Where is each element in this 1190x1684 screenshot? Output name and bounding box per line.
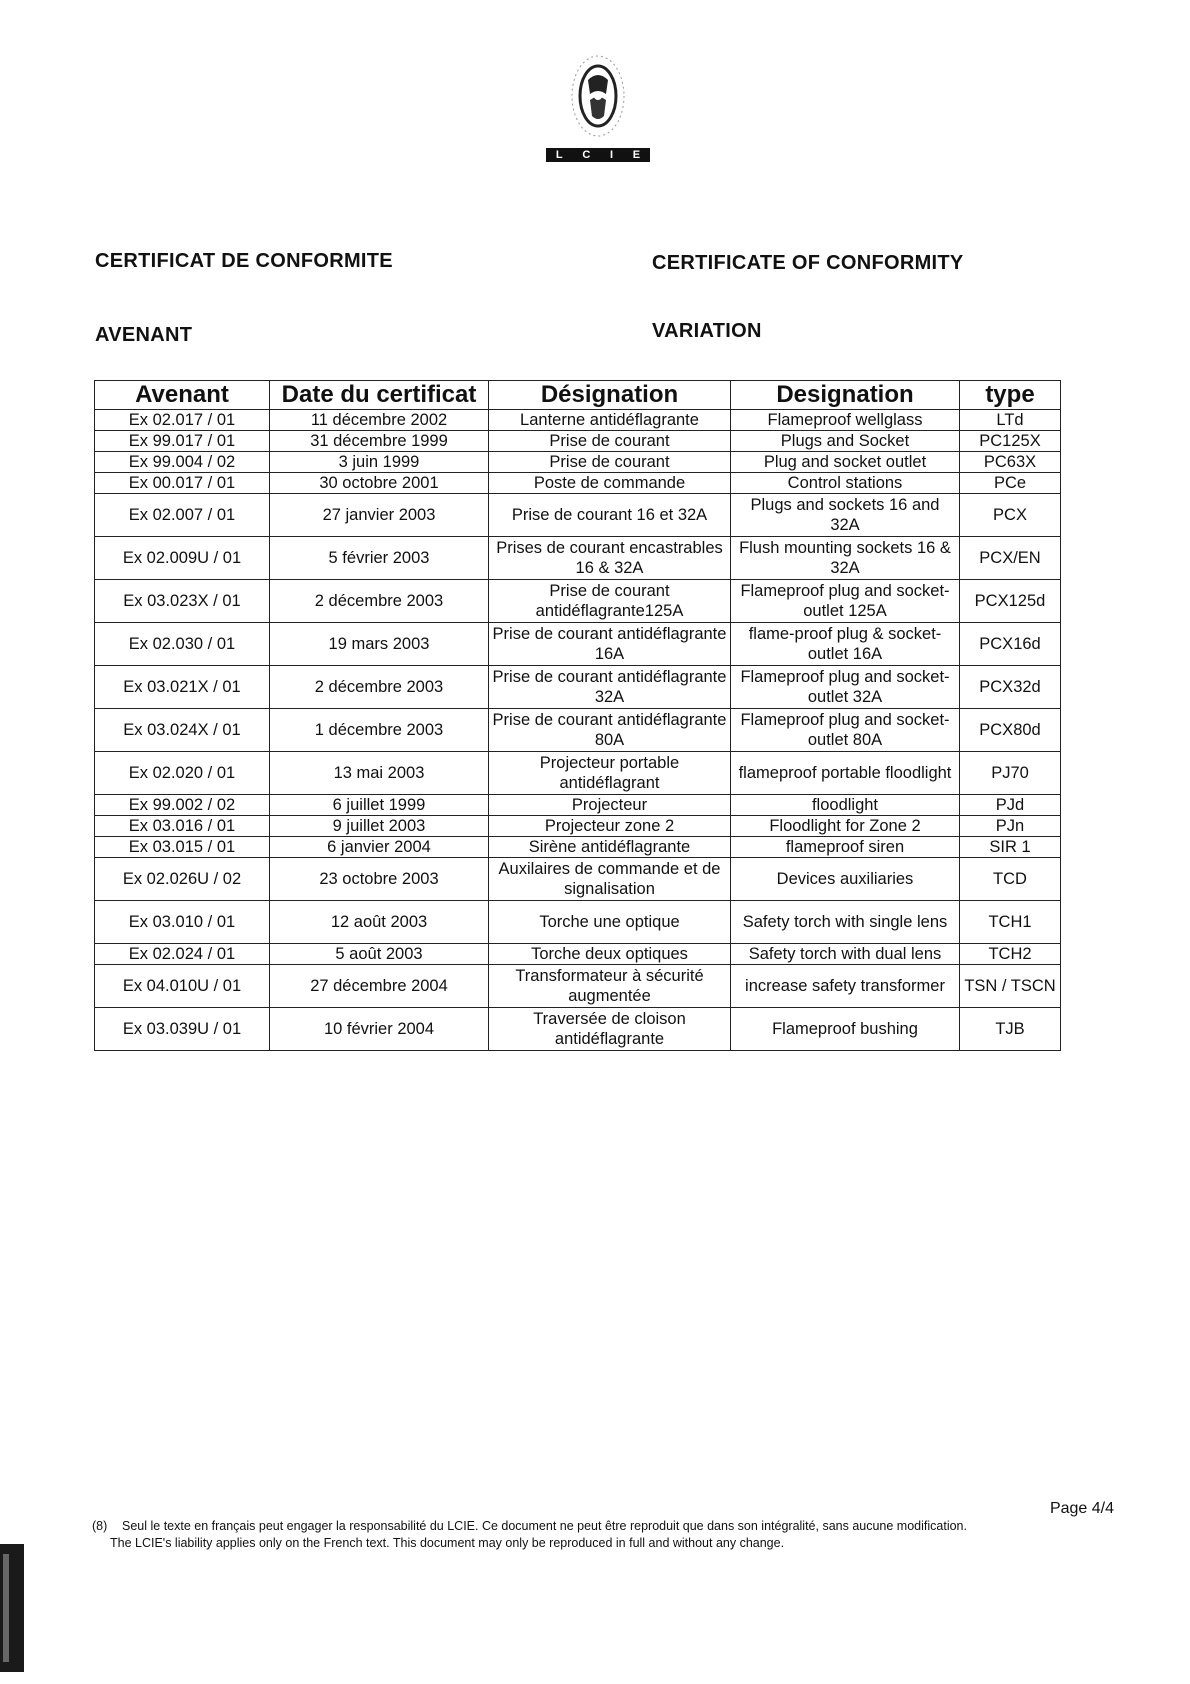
cell-date: 9 juillet 2003: [270, 816, 489, 837]
cell-designation-fr: Prise de courant antidéflagrante 32A: [489, 666, 731, 709]
cell-designation-en: Devices auxiliaries: [731, 858, 960, 901]
column-header-avenant: Avenant: [95, 381, 270, 410]
table-row: [95, 709, 1061, 752]
table-row: [95, 1008, 1061, 1051]
cell-designation-en: flameproof siren: [731, 837, 960, 858]
cell-date: 13 mai 2003: [270, 752, 489, 795]
cell-type: PCe: [960, 473, 1061, 494]
cell-type: PJ70: [960, 752, 1061, 795]
column-header-type: type: [960, 381, 1061, 410]
cell-avenant: Ex 03.015 / 01: [95, 837, 270, 858]
cell-avenant: Ex 02.024 / 01: [95, 944, 270, 965]
table-row: [95, 795, 1061, 816]
cell-designation-fr: Traversée de cloison antidéflagrante: [489, 1008, 731, 1051]
cell-date: 5 août 2003: [270, 944, 489, 965]
table-row: [95, 752, 1061, 795]
subtitle-french: AVENANT: [95, 324, 193, 346]
cell-type: TCD: [960, 858, 1061, 901]
cell-avenant: Ex 02.009U / 01: [95, 537, 270, 580]
table-row: [95, 494, 1061, 537]
cell-type: PCX80d: [960, 709, 1061, 752]
cell-type: PC63X: [960, 452, 1061, 473]
cell-date: 10 février 2004: [270, 1008, 489, 1051]
cell-designation-fr: Torche une optique: [489, 901, 731, 944]
logo-letter: E: [632, 149, 641, 161]
cell-avenant: Ex 02.017 / 01: [95, 410, 270, 431]
table-row: [95, 623, 1061, 666]
table-body: [95, 410, 1061, 1051]
cell-type: PJn: [960, 816, 1061, 837]
cell-date: 6 janvier 2004: [270, 837, 489, 858]
cell-type: LTd: [960, 410, 1061, 431]
cell-designation-fr: Transformateur à sécurité augmentée: [489, 965, 731, 1008]
cell-designation-en: Floodlight for Zone 2: [731, 816, 960, 837]
cell-type: TCH1: [960, 901, 1061, 944]
cell-designation-en: Plug and socket outlet: [731, 452, 960, 473]
cell-designation-en: Flameproof plug and socket-outlet 80A: [731, 709, 960, 752]
cell-date: 31 décembre 1999: [270, 431, 489, 452]
cell-designation-en: floodlight: [731, 795, 960, 816]
cell-designation-fr: Prise de courant antidéflagrante 16A: [489, 623, 731, 666]
column-header-designation-en: Designation: [731, 381, 960, 410]
cell-type: PCX125d: [960, 580, 1061, 623]
cell-designation-fr: Sirène antidéflagrante: [489, 837, 731, 858]
table-row: [95, 816, 1061, 837]
cell-date: 3 juin 1999: [270, 452, 489, 473]
table-row: [95, 580, 1061, 623]
column-header-designation-fr: Désignation: [489, 381, 731, 410]
subtitle-english: VARIATION: [652, 320, 762, 342]
cell-date: 27 décembre 2004: [270, 965, 489, 1008]
footnote-french: Seul le texte en français peut engager la responsabilité du LCIE. Ce document ne peut être reproduit que dans son intégralité, sans aucune modification.: [122, 1519, 967, 1533]
cell-avenant: Ex 99.017 / 01: [95, 431, 270, 452]
title-english: CERTIFICATE OF CONFORMITY: [652, 252, 964, 274]
cell-date: 11 décembre 2002: [270, 410, 489, 431]
cell-type: PCX/EN: [960, 537, 1061, 580]
cell-designation-en: increase safety transformer: [731, 965, 960, 1008]
cell-type: PCX: [960, 494, 1061, 537]
cell-avenant: Ex 03.024X / 01: [95, 709, 270, 752]
cell-designation-fr: Prise de courant: [489, 452, 731, 473]
table-row: [95, 452, 1061, 473]
lcie-emblem-icon: [538, 44, 658, 148]
cell-date: 12 août 2003: [270, 901, 489, 944]
cell-avenant: Ex 03.023X / 01: [95, 580, 270, 623]
cell-avenant: Ex 03.039U / 01: [95, 1008, 270, 1051]
cell-designation-en: Flameproof wellglass: [731, 410, 960, 431]
table-row: [95, 410, 1061, 431]
cell-designation-fr: Projecteur portable antidéflagrant: [489, 752, 731, 795]
table-row: [95, 473, 1061, 494]
table-row: [95, 837, 1061, 858]
cell-type: TCH2: [960, 944, 1061, 965]
cell-avenant: Ex 03.010 / 01: [95, 901, 270, 944]
lcie-logo: [538, 44, 658, 164]
cell-avenant: Ex 02.030 / 01: [95, 623, 270, 666]
variations-table: [94, 380, 1061, 1051]
cell-designation-fr: Prise de courant antidéflagrante125A: [489, 580, 731, 623]
cell-designation-en: flameproof portable floodlight: [731, 752, 960, 795]
cell-avenant: Ex 04.010U / 01: [95, 965, 270, 1008]
cell-date: 27 janvier 2003: [270, 494, 489, 537]
cell-avenant: Ex 02.026U / 02: [95, 858, 270, 901]
cell-date: 19 mars 2003: [270, 623, 489, 666]
cell-designation-en: Flush mounting sockets 16 & 32A: [731, 537, 960, 580]
cell-avenant: Ex 02.020 / 01: [95, 752, 270, 795]
cell-date: 2 décembre 2003: [270, 580, 489, 623]
lcie-letter-bar: [546, 148, 650, 162]
cell-designation-en: flame-proof plug & socket-outlet 16A: [731, 623, 960, 666]
cell-designation-en: Safety torch with dual lens: [731, 944, 960, 965]
table-row: [95, 431, 1061, 452]
cell-date: 5 février 2003: [270, 537, 489, 580]
cell-designation-fr: Projecteur zone 2: [489, 816, 731, 837]
cell-designation-en: Flameproof plug and socket-outlet 32A: [731, 666, 960, 709]
footnote: [92, 1518, 1122, 1552]
scan-edge-mark: [0, 1544, 24, 1672]
page-number: Page 4/4: [1049, 1500, 1114, 1517]
column-header-date: Date du certificat: [270, 381, 489, 410]
cell-designation-fr: Prise de courant 16 et 32A: [489, 494, 731, 537]
cell-designation-en: Plugs and sockets 16 and 32A: [731, 494, 960, 537]
cell-date: 6 juillet 1999: [270, 795, 489, 816]
logo-letter: C: [582, 149, 591, 161]
cell-avenant: Ex 99.004 / 02: [95, 452, 270, 473]
cell-avenant: Ex 00.017 / 01: [95, 473, 270, 494]
cell-date: 1 décembre 2003: [270, 709, 489, 752]
table-row: [95, 858, 1061, 901]
cell-date: 23 octobre 2003: [270, 858, 489, 901]
cell-designation-fr: Lanterne antidéflagrante: [489, 410, 731, 431]
title-french: CERTIFICAT DE CONFORMITE: [95, 250, 393, 272]
cell-designation-fr: Torche deux optiques: [489, 944, 731, 965]
cell-type: TSN / TSCN: [960, 965, 1061, 1008]
cell-designation-fr: Poste de commande: [489, 473, 731, 494]
cell-designation-en: Safety torch with single lens: [731, 901, 960, 944]
cell-designation-en: Plugs and Socket: [731, 431, 960, 452]
table-row: [95, 537, 1061, 580]
cell-designation-fr: Prise de courant antidéflagrante 80A: [489, 709, 731, 752]
cell-designation-fr: Prises de courant encastrables 16 & 32A: [489, 537, 731, 580]
cell-type: TJB: [960, 1008, 1061, 1051]
cell-avenant: Ex 03.016 / 01: [95, 816, 270, 837]
cell-avenant: Ex 02.007 / 01: [95, 494, 270, 537]
cell-avenant: Ex 99.002 / 02: [95, 795, 270, 816]
cell-designation-fr: Prise de courant: [489, 431, 731, 452]
cell-designation-fr: Auxilaires de commande et de signalisation: [489, 858, 731, 901]
cell-designation-en: Flameproof bushing: [731, 1008, 960, 1051]
footnote-number: (8): [92, 1519, 108, 1533]
table-row: [95, 965, 1061, 1008]
cell-type: PC125X: [960, 431, 1061, 452]
footnote-english: The LCIE's liability applies only on the French text. This document may only be reproduced in full and without any change.: [110, 1536, 785, 1550]
cell-date: 30 octobre 2001: [270, 473, 489, 494]
logo-letter: L: [555, 149, 563, 161]
cell-type: PJd: [960, 795, 1061, 816]
cell-type: PCX16d: [960, 623, 1061, 666]
table-row: [95, 666, 1061, 709]
cell-date: 2 décembre 2003: [270, 666, 489, 709]
cell-designation-fr: Projecteur: [489, 795, 731, 816]
cell-designation-en: Control stations: [731, 473, 960, 494]
cell-designation-en: Flameproof plug and socket-outlet 125A: [731, 580, 960, 623]
table-row: [95, 901, 1061, 944]
cell-type: SIR 1: [960, 837, 1061, 858]
logo-letter: I: [609, 149, 614, 161]
table-row: [95, 944, 1061, 965]
cell-avenant: Ex 03.021X / 01: [95, 666, 270, 709]
cell-type: PCX32d: [960, 666, 1061, 709]
table-header-row: [95, 381, 1061, 410]
